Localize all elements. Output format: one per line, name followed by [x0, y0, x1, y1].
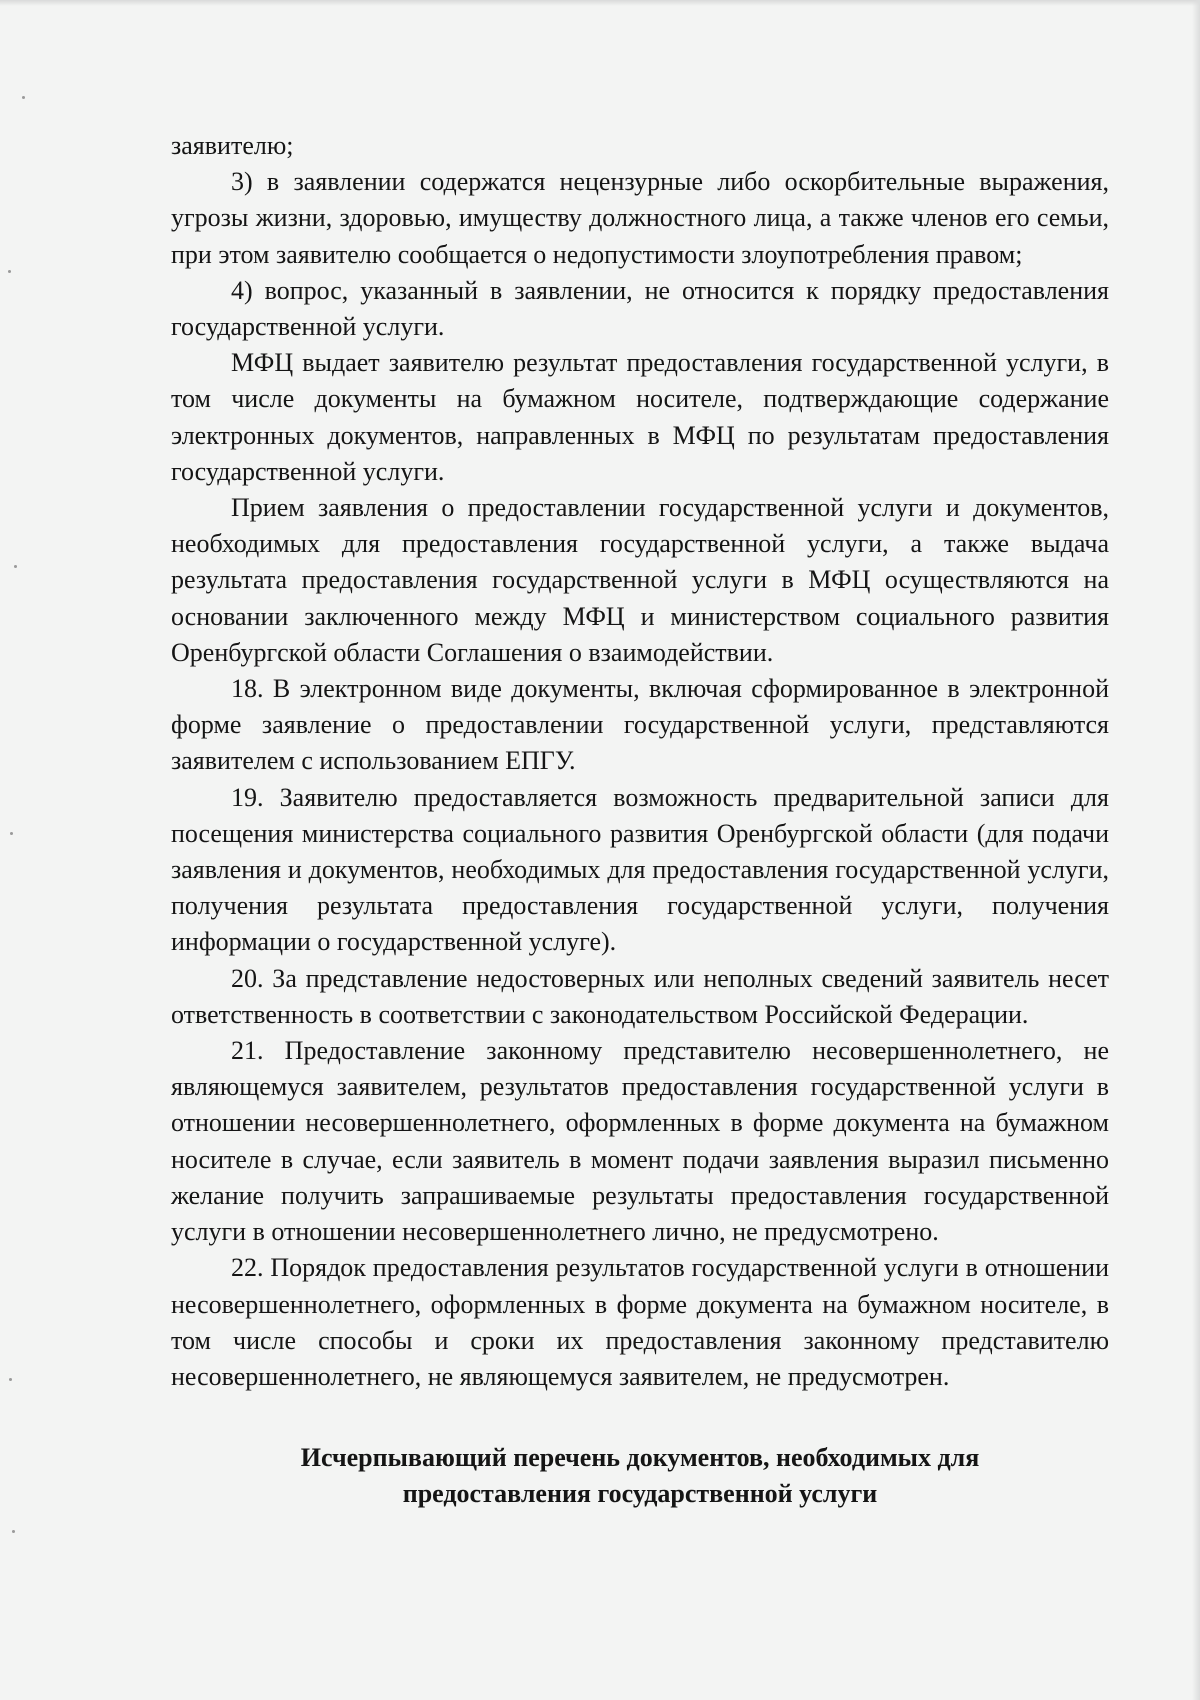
- paragraph-continuation: заявителю;: [171, 131, 294, 160]
- scan-edge-top: [0, 0, 1200, 6]
- scan-speck: [10, 832, 13, 835]
- scan-edge-right: [1192, 0, 1200, 1700]
- paragraph-mfc-result: МФЦ выдает заявителю результат предоставления государственной услуги, в том числе документы на бумажном носителе, подтверждающие содержание электронных документов, направленных в МФЦ по результатам предоставления государственной услуги.: [171, 348, 1109, 486]
- scan-speck: [9, 1378, 12, 1381]
- scan-speck: [22, 96, 25, 99]
- scan-speck: [8, 270, 11, 273]
- section-heading-line-2: предоставления государственной услуги: [402, 1479, 878, 1509]
- paragraph-item-4: 4) вопрос, указанный в заявлении, не относится к порядку предоставления государственной услуги.: [171, 275, 1109, 342]
- document-body: [171, 128, 1109, 1513]
- scan-speck: [14, 565, 17, 568]
- section-heading: [171, 1440, 1109, 1512]
- paragraph-21: 21. Предоставление законному представителю несовершеннолетнего, не являющемуся заявителем, результатов предоставления государственной услуги в отношении несовершеннолетнего, оформленных в форме документа на бумажном носителе в случае, если заявитель в момент подачи заявления выразил письменно желание получить запрашиваемые результаты предоставления государственной услуги в отношении несовершеннолетнего лично, не предусмотрено.: [171, 1036, 1109, 1247]
- paragraph-19: 19. Заявителю предоставляется возможность предварительной записи для посещения министерства социального развития Оренбургской области (для подачи заявления и документов, необходимых для предоставления государственной услуги, получения результата предоставления государственной услуги, получения информации о государственной услуге).: [171, 782, 1109, 957]
- paragraph-22: 22. Порядок предоставления результатов государственной услуги в отношении несовершеннолетнего, оформленных в форме документа на бумажном носителе, в том числе способы и сроки их предоставления законному представителю несовершеннолетнего, не являющемуся заявителем, не предусмотрен.: [171, 1253, 1109, 1391]
- section-heading-line-1: Исчерпывающий перечень документов, необходимых для: [300, 1443, 980, 1473]
- paragraph-18: 18. В электронном виде документы, включая сформированное в электронной форме заявление о предоставлении государственной услуги, представляются заявителем с использованием ЕПГУ.: [171, 674, 1109, 776]
- paragraph-item-3: 3) в заявлении содержатся нецензурные либо оскорбительные выражения, угрозы жизни, здоровью, имуществу должностного лица, а также членов его семьи, при этом заявителю сообщается о недопустимости злоупотребления правом;: [171, 167, 1109, 269]
- paragraph-20: 20. За представление недостоверных или неполных сведений заявитель несет ответственность в соответствии с законодательством Российской Федерации.: [171, 963, 1109, 1029]
- scan-speck: [12, 1530, 15, 1533]
- paragraph-mfc-agreement: Прием заявления о предоставлении государственной услуги и документов, необходимых для предоставления государственной услуги, а также выдача результата предоставления государственной услуги в МФЦ осуществляются на основании заключенного между МФЦ и министерством социального развития Оренбургской области Соглашения о взаимодействии.: [171, 493, 1109, 667]
